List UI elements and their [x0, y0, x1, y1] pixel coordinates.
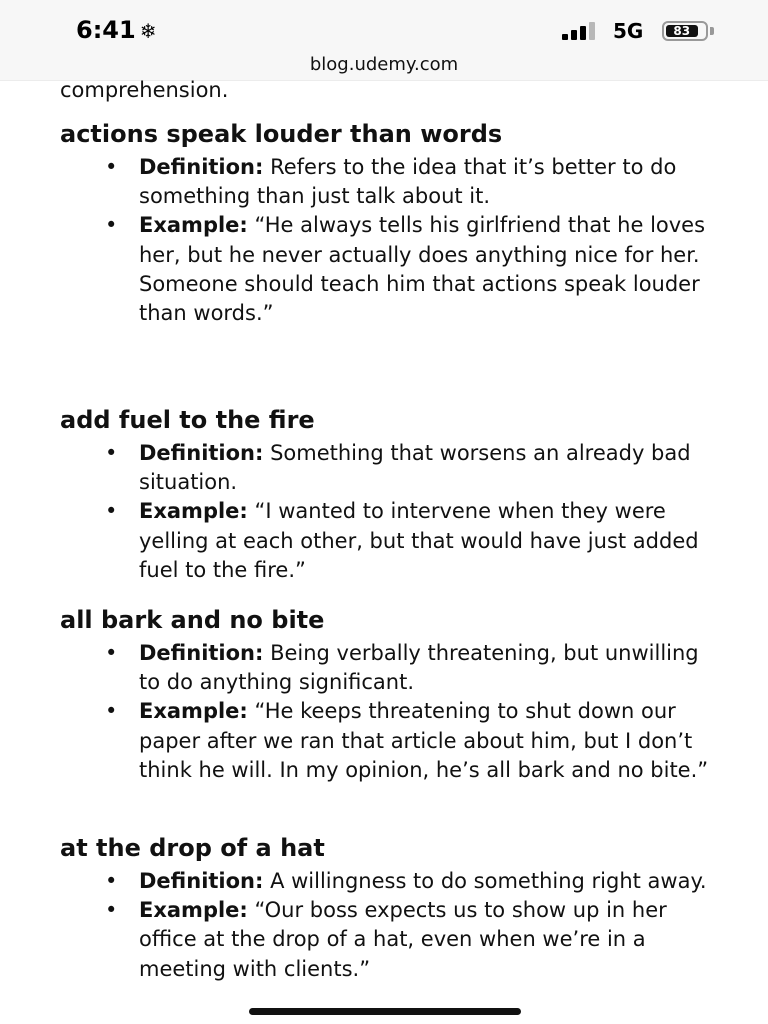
bullet: •: [105, 441, 118, 465]
address-bar[interactable]: [0, 52, 768, 81]
idiom-title: add fuel to the fire: [60, 406, 315, 434]
bullet: •: [105, 869, 118, 893]
definition-text: Being verbally threatening, but unwilling to do anything significant.: [139, 641, 699, 695]
definition-label: Definition:: [139, 641, 264, 665]
network-type: 5G: [613, 19, 644, 43]
definition-item: [105, 153, 724, 211]
definition-item: [105, 639, 724, 697]
idiom-details: [0, 153, 768, 328]
battery-tip: [710, 27, 714, 35]
example-text: “He always tells his girlfriend that he loves her, but he never actually does anything nice for her. Someone should teach him that actions speak louder than words.”: [139, 213, 706, 326]
example-item: [105, 211, 724, 328]
definition-item: [105, 867, 724, 896]
definition-text: Refers to the idea that it’s better to do something than just talk about it.: [139, 155, 677, 209]
example-item: [105, 697, 724, 785]
idiom-section: [0, 832, 768, 984]
idiom-details: [0, 439, 768, 585]
idiom-section: [0, 118, 768, 328]
bullet: •: [105, 898, 118, 923]
example-item: [105, 497, 724, 585]
example-label: Example:: [139, 499, 248, 524]
bullet: •: [105, 641, 118, 665]
example-item: [105, 896, 724, 984]
article-content: [0, 80, 768, 1024]
clock: [76, 16, 156, 44]
idiom-title: actions speak louder than words: [60, 120, 503, 148]
example-label: Example:: [139, 699, 248, 724]
idiom-section: [0, 604, 768, 785]
definition-label: Definition:: [139, 869, 264, 893]
status-bar: [0, 0, 768, 52]
example-text: “I wanted to intervene when they were yelling at each other, but that would have just added fuel to the fire.”: [139, 499, 699, 582]
definition-text: A willingness to do something right away.: [263, 869, 707, 893]
bullet: •: [105, 155, 118, 179]
definition-item: [105, 439, 724, 497]
home-indicator[interactable]: [249, 1008, 521, 1015]
previous-paragraph-tail: comprehension.: [60, 80, 229, 102]
idiom-title: at the drop of a hat: [60, 834, 325, 862]
definition-text: Something that worsens an already bad situation.: [139, 441, 691, 495]
idiom-details: [0, 639, 768, 785]
example-text: “He keeps threatening to shut down our paper after we ran that article about him, but I don’t think he will. In my opinion, he’s all bark and no bite.”: [139, 699, 709, 782]
clock-time: 6:41: [76, 16, 136, 44]
url-text[interactable]: blog.udemy.com: [309, 54, 459, 75]
bullet: •: [105, 699, 118, 724]
bullet: •: [105, 213, 118, 238]
bullet: •: [105, 499, 118, 524]
example-label: Example:: [139, 898, 248, 923]
example-label: Example:: [139, 213, 248, 238]
definition-label: Definition:: [139, 441, 264, 465]
idiom-section: [0, 404, 768, 585]
battery-level: 83: [666, 25, 698, 37]
example-text: “Our boss expects us to show up in her office at the drop of a hat, even when we’re in a meeting with clients.”: [139, 898, 667, 981]
idiom-details: [0, 867, 768, 984]
battery-icon: [662, 21, 708, 41]
cellular-signal-icon: [562, 22, 602, 40]
definition-label: Definition:: [139, 155, 264, 179]
idiom-title: all bark and no bite: [60, 606, 325, 634]
snowflake-icon: ❄: [139, 19, 157, 43]
